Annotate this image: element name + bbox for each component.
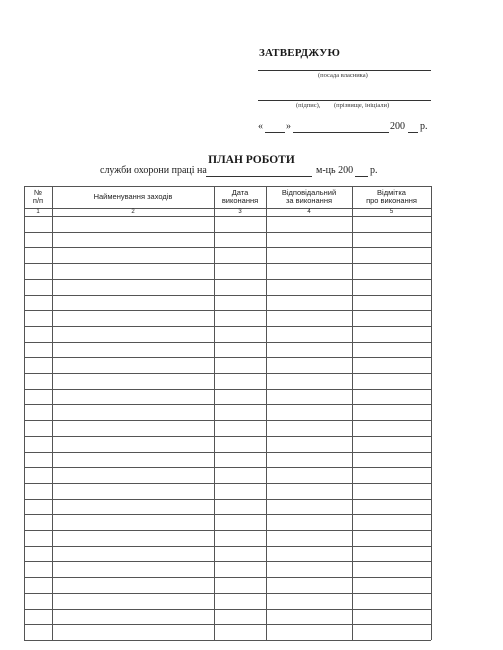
table-column-line <box>52 186 53 640</box>
table-row-line <box>24 310 431 311</box>
year-prefix: 200 <box>390 121 405 132</box>
plan-year-blank <box>355 176 368 177</box>
table-row-line <box>24 247 431 248</box>
table-row-line <box>24 483 431 484</box>
plan-subtitle <box>100 165 400 179</box>
column-number-5: 5 <box>389 209 394 215</box>
column-header-4: Відповідальний за виконання <box>281 188 337 205</box>
table-row-line <box>24 452 431 453</box>
signature-line <box>258 100 431 101</box>
table-row-line <box>24 530 431 531</box>
table-column-line <box>352 186 353 640</box>
table-row-line <box>24 279 431 280</box>
signature-caption: (підпис), <box>296 102 321 109</box>
column-number-1: 1 <box>36 209 40 215</box>
service-text: служби охорони праці на <box>100 165 207 176</box>
column-number-2: 2 <box>131 209 135 215</box>
column-header-1: № п/п <box>32 188 44 205</box>
date-open-quote: « <box>258 121 263 132</box>
position-line <box>258 70 431 71</box>
table-row-line <box>24 186 431 187</box>
column-header-3: Дата виконання <box>221 188 259 205</box>
table-row-line <box>24 546 431 547</box>
table-row-line <box>24 342 431 343</box>
column-header-5: Відмітка про виконання <box>366 188 417 205</box>
approval-date-row <box>258 121 433 135</box>
year-suffix: р. <box>420 121 428 132</box>
table-row-line <box>24 263 431 264</box>
plan-year-suffix: р. <box>370 165 378 176</box>
table-row-line <box>24 373 431 374</box>
column-header-2: Найменування заходів <box>93 192 173 201</box>
table-row-line <box>24 514 431 515</box>
year-blank <box>408 132 418 133</box>
month-year-text: м-ць 200 <box>316 165 354 176</box>
column-number-4: 4 <box>307 209 311 215</box>
table-row-line <box>24 404 431 405</box>
table-column-line <box>24 186 25 640</box>
table-row-line <box>24 467 431 468</box>
table-row-line <box>24 624 431 625</box>
table-column-line <box>431 186 432 640</box>
service-blank <box>206 176 312 177</box>
month-blank <box>293 132 389 133</box>
table-row-line <box>24 577 431 578</box>
table-row-line <box>24 216 431 217</box>
table-row-line <box>24 593 431 594</box>
day-blank <box>265 132 285 133</box>
position-caption: (посада власника) <box>318 72 368 79</box>
table-row-line <box>24 389 431 390</box>
table-row-line <box>24 326 431 327</box>
table-row-line <box>24 561 431 562</box>
table-column-line <box>214 186 215 640</box>
table-row-line <box>24 436 431 437</box>
table-row-line <box>24 420 431 421</box>
plan-title: ПЛАН РОБОТИ <box>208 154 295 166</box>
table-row-line <box>24 357 431 358</box>
table-row-line <box>24 609 431 610</box>
date-close-quote: » <box>286 121 291 132</box>
table-row-line <box>24 232 431 233</box>
table-row-line <box>24 499 431 500</box>
table-column-line <box>266 186 267 640</box>
approval-title: ЗАТВЕРДЖУЮ <box>259 47 341 59</box>
table-row-line <box>24 640 431 641</box>
name-caption: (прізвище, ініціали) <box>334 102 390 109</box>
table-row-line <box>24 295 431 296</box>
column-number-3: 3 <box>238 209 242 215</box>
